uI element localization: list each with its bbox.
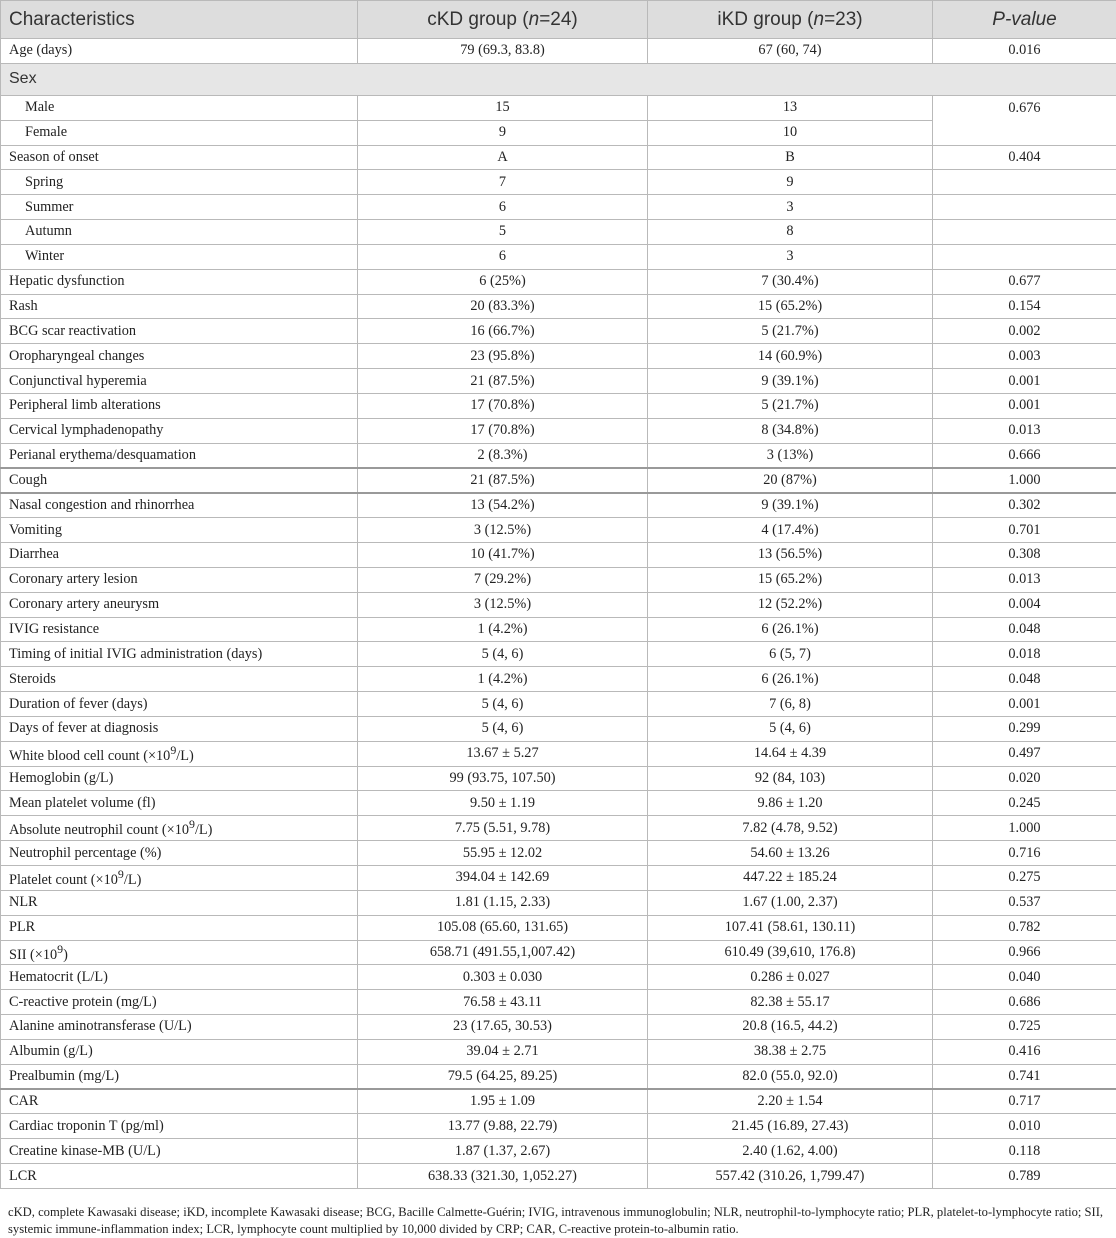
row-label: Winter (1, 244, 358, 269)
ckd-value: 1 (4.2%) (358, 667, 648, 692)
ckd-value: 23 (17.65, 30.53) (358, 1015, 648, 1040)
section-label: Sex (1, 63, 1116, 95)
ikd-value: 14 (60.9%) (648, 344, 933, 369)
ikd-value: 13 (56.5%) (648, 543, 933, 568)
ikd-value: 4 (17.4%) (648, 518, 933, 543)
table-row (1, 990, 1116, 1015)
ikd-value: 8 (34.8%) (648, 418, 933, 443)
table-row (1, 269, 1116, 294)
ckd-value: 79 (69.3, 83.8) (358, 39, 648, 64)
ckd-value: 3 (12.5%) (358, 518, 648, 543)
p-value: 0.013 (933, 418, 1116, 443)
ckd-value: 7 (29.2%) (358, 567, 648, 592)
row-label: SII $(\times 10^9)$ (1, 940, 358, 965)
ckd-value: 1.81 (1.15, 2.33) (358, 890, 648, 915)
row-label: Coronary artery lesion (1, 567, 358, 592)
ckd-value: 1 (4.2%) (358, 617, 648, 642)
ckd-value: 5 (4, 6) (358, 716, 648, 741)
ikd-value: 5 (21.7%) (648, 393, 933, 418)
ckd-value: 7.75 (5.51, 9.78) (358, 816, 648, 841)
ikd-value: 3 (648, 244, 933, 269)
row-label: Prealbumin (mg/L) (1, 1064, 358, 1089)
ikd-value: 12 (52.2%) (648, 592, 933, 617)
table-row (1, 741, 1116, 766)
p-value: 0.701 (933, 518, 1116, 543)
p-value: 0.677 (933, 269, 1116, 294)
p-value: 0.666 (933, 443, 1116, 468)
table-row (1, 170, 1116, 195)
ckd-value: 6 (358, 195, 648, 220)
ikd-value: 20 (87%) (648, 468, 933, 493)
table-row (1, 95, 1116, 120)
row-label: Cough (1, 468, 358, 493)
p-value: 0.018 (933, 642, 1116, 667)
ckd-value: 9 (358, 120, 648, 145)
table-row (1, 667, 1116, 692)
p-value: 0.003 (933, 344, 1116, 369)
ikd-value: 15 (65.2%) (648, 567, 933, 592)
ikd-value: 6 (26.1%) (648, 617, 933, 642)
row-label: Hemoglobin (g/L) (1, 766, 358, 791)
ckd-value: 21 (87.5%) (358, 468, 648, 493)
p-value: 0.404 (933, 145, 1116, 170)
table-row (1, 592, 1116, 617)
ckd-value: 15 (358, 95, 648, 120)
ckd-value: 55.95 ± 12.02 (358, 841, 648, 866)
p-value: 0.676 (933, 95, 1116, 145)
ckd-value: 105.08 (65.60, 131.65) (358, 915, 648, 940)
table-row (1, 915, 1116, 940)
ckd-value: 1.95 ± 1.09 (358, 1089, 648, 1114)
ikd-value: 10 (648, 120, 933, 145)
table-row (1, 493, 1116, 518)
ikd-value: 9 (39.1%) (648, 493, 933, 518)
p-value: 1.000 (933, 816, 1116, 841)
ikd-value: 67 (60, 74) (648, 39, 933, 64)
table-row (1, 642, 1116, 667)
p-value (933, 244, 1116, 269)
ckd-value: 13.67 ± 5.27 (358, 741, 648, 766)
row-label: Steroids (1, 667, 358, 692)
table-row (1, 1089, 1116, 1114)
ikd-value: 7 (30.4%) (648, 269, 933, 294)
p-value: 0.020 (933, 766, 1116, 791)
ckd-value: 3 (12.5%) (358, 592, 648, 617)
ckd-value: 23 (95.8%) (358, 344, 648, 369)
ckd-value: 10 (41.7%) (358, 543, 648, 568)
ikd-value: 2.20 ± 1.54 (648, 1089, 933, 1114)
table-row (1, 1064, 1116, 1089)
table-row (1, 39, 1116, 64)
p-value: 0.717 (933, 1089, 1116, 1114)
table-row (1, 468, 1116, 493)
p-value: 0.741 (933, 1064, 1116, 1089)
ckd-value: 658.71 (491.55,1,007.42) (358, 940, 648, 965)
ikd-value: 21.45 (16.89, 27.43) (648, 1114, 933, 1139)
p-value: 0.966 (933, 940, 1116, 965)
table-row (1, 145, 1116, 170)
table-row (1, 766, 1116, 791)
table-row (1, 965, 1116, 990)
ckd-value: 17 (70.8%) (358, 393, 648, 418)
p-value (933, 220, 1116, 245)
table-row (1, 369, 1116, 394)
ckd-value: 6 (358, 244, 648, 269)
ckd-value: 638.33 (321.30, 1,052.27) (358, 1164, 648, 1189)
table-row (1, 816, 1116, 841)
row-label: Days of fever at diagnosis (1, 716, 358, 741)
row-label: Rash (1, 294, 358, 319)
row-label: Peripheral limb alterations (1, 393, 358, 418)
table-row (1, 220, 1116, 245)
p-value: 0.016 (933, 39, 1116, 64)
p-value: 0.048 (933, 667, 1116, 692)
p-value (933, 195, 1116, 220)
ikd-value: 15 (65.2%) (648, 294, 933, 319)
ckd-value: A (358, 145, 648, 170)
row-label: C-reactive protein (mg/L) (1, 990, 358, 1015)
row-label: Absolute neutrophil count $(\times 10^9/L)$ (1, 816, 358, 841)
row-label: Spring (1, 170, 358, 195)
ckd-value: 17 (70.8%) (358, 418, 648, 443)
table-row (1, 1114, 1116, 1139)
ikd-value: 7 (6, 8) (648, 692, 933, 717)
row-label: IVIG resistance (1, 617, 358, 642)
row-label: Age (days) (1, 39, 358, 64)
p-value: 1.000 (933, 468, 1116, 493)
ikd-value: 14.64 ± 4.39 (648, 741, 933, 766)
p-value: 0.040 (933, 965, 1116, 990)
row-label: PLR (1, 915, 358, 940)
p-value: 0.001 (933, 393, 1116, 418)
ckd-value: 13 (54.2%) (358, 493, 648, 518)
p-value: 0.537 (933, 890, 1116, 915)
row-label: Creatine kinase-MB (U/L) (1, 1139, 358, 1164)
ikd-value: 54.60 ± 13.26 (648, 841, 933, 866)
ckd-value: 5 (4, 6) (358, 692, 648, 717)
ckd-value: 9.50 ± 1.19 (358, 791, 648, 816)
ikd-value: 5 (21.7%) (648, 319, 933, 344)
row-label: Summer (1, 195, 358, 220)
table-row (1, 344, 1116, 369)
table-footnote: cKD, complete Kawasaki disease; iKD, incomplete Kawasaki disease; BCG, Bacille Calmette-Guérin; IVIG, intravenous immunoglobulin; NLR, neutrophil-to-lymphocyte ratio; PLR, platelet-to-lymphocyte ratio; SII, systemic immune-inflammation index; LCR, lymphocyte count multiplied by 10,000 divided by CRP; CAR, C-reactive protein-to-albumin ratio. (8, 1205, 1104, 1236)
row-label: Mean platelet volume (fl) (1, 791, 358, 816)
p-value: 0.048 (933, 617, 1116, 642)
row-label: Cervical lymphadenopathy (1, 418, 358, 443)
table-row (1, 1039, 1116, 1064)
ikd-value: 9.86 ± 1.20 (648, 791, 933, 816)
ckd-value: 16 (66.7%) (358, 319, 648, 344)
ikd-value: 82.0 (55.0, 92.0) (648, 1064, 933, 1089)
ckd-value: 20 (83.3%) (358, 294, 648, 319)
row-label: Alanine aminotransferase (U/L) (1, 1015, 358, 1040)
ikd-value: 9 (648, 170, 933, 195)
ikd-value: 7.82 (4.78, 9.52) (648, 816, 933, 841)
p-value: 0.302 (933, 493, 1116, 518)
p-value: 0.275 (933, 866, 1116, 891)
ckd-value: 6 (25%) (358, 269, 648, 294)
ikd-value: 82.38 ± 55.17 (648, 990, 933, 1015)
ckd-value: 99 (93.75, 107.50) (358, 766, 648, 791)
table-row (1, 1139, 1116, 1164)
table-row (1, 543, 1116, 568)
ikd-value: 610.49 (39,610, 176.8) (648, 940, 933, 965)
row-label: Hepatic dysfunction (1, 269, 358, 294)
table-row (1, 294, 1116, 319)
p-value: 0.001 (933, 692, 1116, 717)
ckd-value: 394.04 ± 142.69 (358, 866, 648, 891)
p-value: 0.308 (933, 543, 1116, 568)
row-label: Timing of initial IVIG administration (days) (1, 642, 358, 667)
p-value: 0.001 (933, 369, 1116, 394)
p-value: 0.010 (933, 1114, 1116, 1139)
ikd-value: 1.67 (1.00, 2.37) (648, 890, 933, 915)
header-ckd-group: cKD group (n=24) (358, 1, 648, 39)
row-label: Duration of fever (days) (1, 692, 358, 717)
p-value: 0.013 (933, 567, 1116, 592)
ikd-value: 2.40 (1.62, 4.00) (648, 1139, 933, 1164)
table-row (1, 567, 1116, 592)
row-label: Cardiac troponin T (pg/ml) (1, 1114, 358, 1139)
row-label: Perianal erythema/desquamation (1, 443, 358, 468)
p-value: 0.497 (933, 741, 1116, 766)
row-label: Platelet count $(\times 10^9/L)$ (1, 866, 358, 891)
table-row (1, 1015, 1116, 1040)
ckd-value: 39.04 ± 2.71 (358, 1039, 648, 1064)
row-label: LCR (1, 1164, 358, 1189)
p-value: 0.002 (933, 319, 1116, 344)
ckd-value: 21 (87.5%) (358, 369, 648, 394)
row-label: Neutrophil percentage (%) (1, 841, 358, 866)
ckd-value: 79.5 (64.25, 89.25) (358, 1064, 648, 1089)
ckd-value: 1.87 (1.37, 2.67) (358, 1139, 648, 1164)
table-row (1, 890, 1116, 915)
section-row-sex (1, 63, 1116, 95)
row-label: White blood cell count $(\times 10^9/L)$ (1, 741, 358, 766)
row-label: BCG scar reactivation (1, 319, 358, 344)
row-label: Coronary artery aneurysm (1, 592, 358, 617)
ikd-value: 20.8 (16.5, 44.2) (648, 1015, 933, 1040)
ckd-value: 76.58 ± 43.11 (358, 990, 648, 1015)
ikd-value: 3 (648, 195, 933, 220)
row-label: Oropharyngeal changes (1, 344, 358, 369)
row-label: Albumin (g/L) (1, 1039, 358, 1064)
ikd-value: 13 (648, 95, 933, 120)
p-value: 0.782 (933, 915, 1116, 940)
ckd-value: 13.77 (9.88, 22.79) (358, 1114, 648, 1139)
table-row (1, 841, 1116, 866)
table-row (1, 443, 1116, 468)
ikd-value: 3 (13%) (648, 443, 933, 468)
row-label: Diarrhea (1, 543, 358, 568)
p-value: 0.154 (933, 294, 1116, 319)
table-row (1, 940, 1116, 965)
table-row (1, 692, 1116, 717)
ckd-value: 7 (358, 170, 648, 195)
p-value: 0.686 (933, 990, 1116, 1015)
row-label: Conjunctival hyperemia (1, 369, 358, 394)
table-row (1, 195, 1116, 220)
table-row (1, 418, 1116, 443)
ikd-value: 92 (84, 103) (648, 766, 933, 791)
ckd-value: 0.303 ± 0.030 (358, 965, 648, 990)
ikd-value: 9 (39.1%) (648, 369, 933, 394)
header-ikd-group: iKD group (n=23) (648, 1, 933, 39)
ckd-value: 5 (358, 220, 648, 245)
ikd-value: B (648, 145, 933, 170)
ikd-value: 557.42 (310.26, 1,799.47) (648, 1164, 933, 1189)
ikd-value: 5 (4, 6) (648, 716, 933, 741)
p-value: 0.789 (933, 1164, 1116, 1189)
table-header-row (1, 1, 1116, 39)
ikd-value: 6 (26.1%) (648, 667, 933, 692)
row-label: Nasal congestion and rhinorrhea (1, 493, 358, 518)
table-row (1, 518, 1116, 543)
ikd-value: 38.38 ± 2.75 (648, 1039, 933, 1064)
ikd-value: 107.41 (58.61, 130.11) (648, 915, 933, 940)
row-label: Male (1, 95, 358, 120)
table-row (1, 244, 1116, 269)
ikd-value: 0.286 ± 0.027 (648, 965, 933, 990)
p-value (933, 170, 1116, 195)
table-row (1, 716, 1116, 741)
p-value: 0.716 (933, 841, 1116, 866)
p-value: 0.725 (933, 1015, 1116, 1040)
header-characteristics: Characteristics (1, 1, 358, 39)
row-label: Season of onset (1, 145, 358, 170)
ikd-value: 447.22 ± 185.24 (648, 866, 933, 891)
p-value: 0.245 (933, 791, 1116, 816)
row-label: Female (1, 120, 358, 145)
row-label: Hematocrit (L/L) (1, 965, 358, 990)
p-value: 0.118 (933, 1139, 1116, 1164)
p-value: 0.416 (933, 1039, 1116, 1064)
ikd-value: 8 (648, 220, 933, 245)
row-label: Autumn (1, 220, 358, 245)
table-row (1, 1164, 1116, 1189)
p-value: 0.004 (933, 592, 1116, 617)
table-row (1, 393, 1116, 418)
row-label: NLR (1, 890, 358, 915)
row-label: Vomiting (1, 518, 358, 543)
table-row (1, 866, 1116, 891)
ckd-value: 5 (4, 6) (358, 642, 648, 667)
ckd-value: 2 (8.3%) (358, 443, 648, 468)
table-row (1, 791, 1116, 816)
row-label: CAR (1, 1089, 358, 1114)
ikd-value: 6 (5, 7) (648, 642, 933, 667)
header-p-value: P-value (933, 1, 1116, 39)
table-row (1, 319, 1116, 344)
table-row (1, 617, 1116, 642)
p-value: 0.299 (933, 716, 1116, 741)
